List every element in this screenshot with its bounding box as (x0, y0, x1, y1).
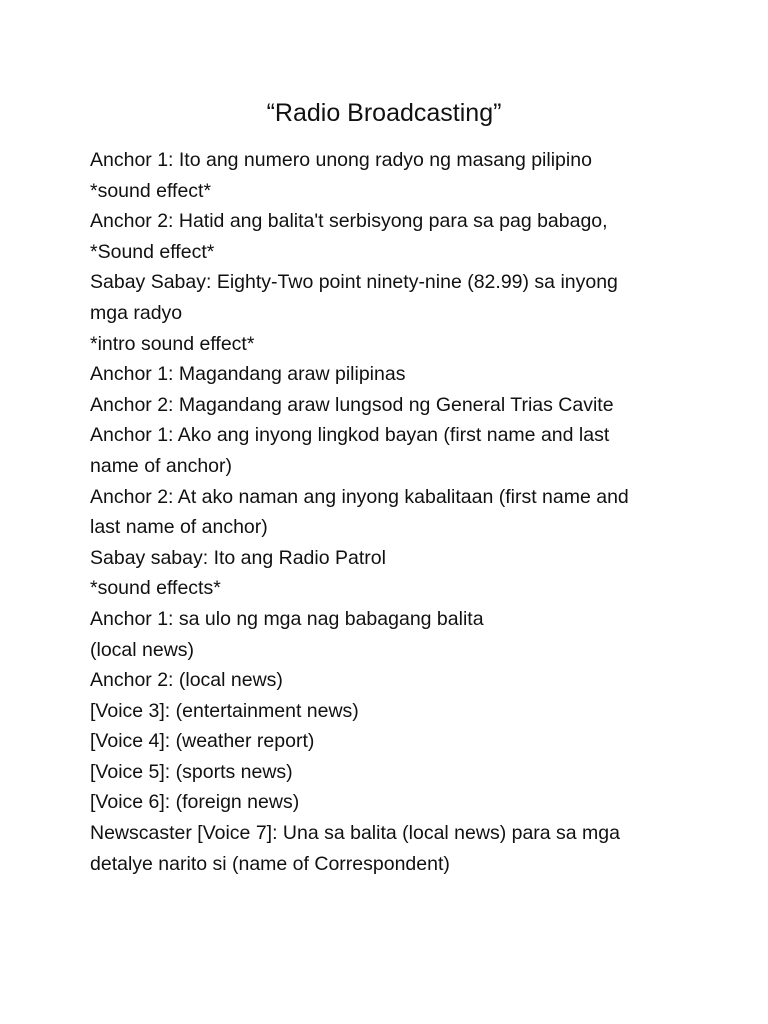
script-line: detalye narito si (name of Correspondent) (90, 852, 450, 875)
script-line: Sabay Sabay: Eighty-Two point ninety-nine (82.99) sa inyong (90, 271, 618, 294)
script-line: [Voice 6]: (foreign news) (90, 791, 300, 814)
script-line: *sound effect* (90, 179, 212, 202)
script-line: last name of anchor) (90, 516, 268, 539)
script-line: (local news) (90, 638, 195, 661)
script-line: [Voice 3]: (entertainment news) (90, 699, 359, 722)
script-line: [Voice 5]: (sports news) (90, 760, 293, 783)
script-line: Sabay sabay: Ito ang Radio Patrol (90, 546, 386, 569)
script-line: Anchor 2: Magandang araw lungsod ng General Trias Cavite (90, 393, 614, 416)
script-line: Anchor 1: Magandang araw pilipinas (90, 363, 406, 386)
script-line: Anchor 2: At ako naman ang inyong kabalitaan (first name and (90, 485, 629, 508)
script-line: *intro sound effect* (90, 332, 255, 355)
document-body (90, 145, 690, 879)
script-line: *Sound effect* (90, 240, 215, 263)
script-line: name of anchor) (90, 454, 232, 477)
script-line: Anchor 1: sa ulo ng mga nag babagang balita (90, 607, 484, 630)
script-line: Anchor 2: Hatid ang balita't serbisyong para sa pag babago, (90, 210, 608, 233)
script-line: mga radyo (90, 301, 183, 324)
document-title: “Radio Broadcasting” (266, 99, 502, 127)
script-line: Anchor 2: (local news) (90, 669, 283, 692)
script-line: *sound effects* (90, 577, 221, 600)
script-line: [Voice 4]: (weather report) (90, 730, 315, 753)
script-line: Newscaster [Voice 7]: Una sa balita (local news) para sa mga (90, 822, 620, 845)
script-line: Anchor 1: Ito ang numero unong radyo ng masang pilipino (90, 149, 592, 171)
script-line: Anchor 1: Ako ang inyong lingkod bayan (first name and last (90, 424, 610, 447)
